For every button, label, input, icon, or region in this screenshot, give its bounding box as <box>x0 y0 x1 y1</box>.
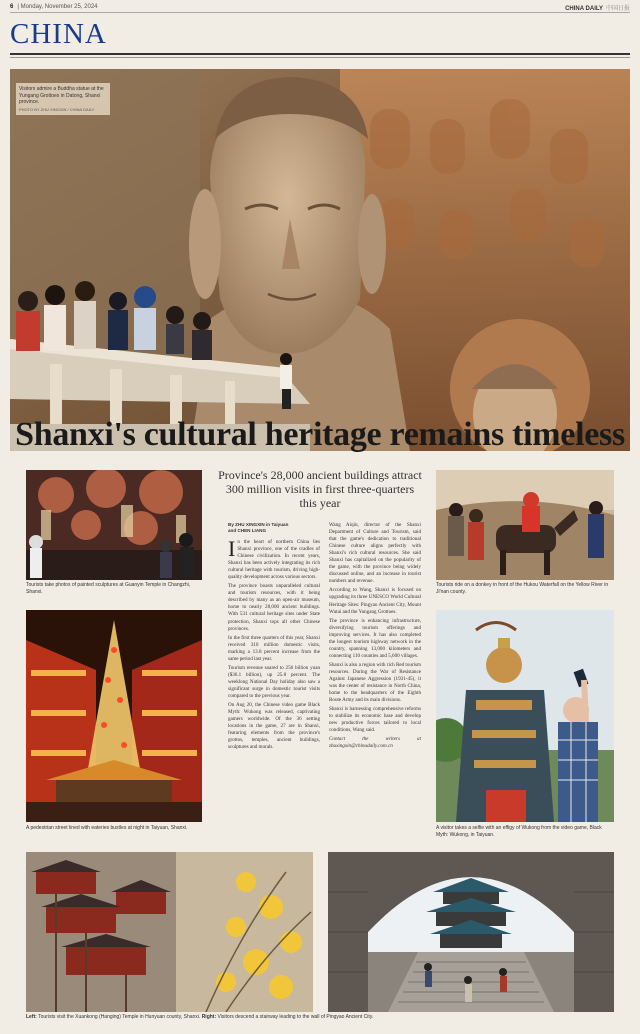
caption-donkey: Tourists ride on a donkey in front of the Hukou Waterfall on the Yellow River in Ji'nan county. <box>436 582 609 595</box>
divider <box>10 12 630 13</box>
caption-street: A pedestrian street lined with eateries bustles at night in Taiyuan, Shanxi. <box>26 825 188 831</box>
hero-caption-credit: PHOTO BY ZHU XINGXIN / CHINA DAILY <box>19 106 95 112</box>
byline-line-2: and CHEN LIANG <box>228 528 267 533</box>
hanging-temple-image <box>26 852 313 1012</box>
drop-cap: I <box>228 536 236 561</box>
article-paragraph: Shanxi is also a region with rich Red tourism resources. During the War of Resistance Against Japanese Aggression (1931-45), it was the center of resistance in North China, home to the headquarters of the Eighth Route Army and its main divisions. <box>329 661 421 704</box>
article-column-2 <box>329 522 421 751</box>
subheadline: Province's 28,000 ancient buildings attract 300 million visits in first three-quarters this year <box>218 468 422 510</box>
photo-pingyao-wall <box>328 852 614 1012</box>
photo-hukou-donkey <box>436 470 614 580</box>
pingyao-stairway-image <box>328 852 614 1012</box>
contact-line: Contact the writers at zhuxingxin@chinadaily.com.cn <box>329 736 421 750</box>
article-paragraph: On Aug 20, the Chinese video game Black Myth: Wukong was released, captivating gamers worldwide. Of the 36 setting locations in the game, 27 are in Shanxi, featuring elements from the province's grottos, temples, ancient buildings, sculptures and murals. <box>228 702 320 751</box>
hero-caption <box>16 83 110 115</box>
page-header <box>10 2 630 12</box>
article-paragraph: Tourism revenue soared to 256 billion yuan ($36.1 billion), up 25.8 percent. The weeklong National Day holiday also saw a significant surge in domestic tourist visits compared to the previous year. <box>228 664 320 699</box>
article-paragraph: In the heart of northern China lies Shanxi province, one of the cradles of Chinese civilization. In recent years, Shanxi has been actively integrating its rich cultural heritage with tourism, driving high-quality development across various sectors. <box>228 536 320 581</box>
photo-pedestrian-street <box>26 610 202 822</box>
night-street-image <box>26 610 202 822</box>
hero-caption-text: Visitors admire a Buddha statue at the Yungang Grottoes in Datong, Shanxi province. <box>19 86 104 105</box>
caption-temple: Tourists take photos of painted sculptures at Guanyin Temple in Changzhi, Shanxi. <box>26 582 191 595</box>
caption-right-text: Visitors descend a stairway leading to the wall of Pingyao Ancient City. <box>217 1014 374 1020</box>
article-column-1 <box>228 522 320 751</box>
caption-left-text: Tourists visit the Xuankong (Hanging) Temple in Hunyuan county, Shanxi. <box>38 1014 201 1020</box>
article-paragraph: According to Wang, Shanxi is focused on upgrading its three UNESCO World Cultural Heritage Sites: Pingyao Ancient City, Mount Wutai and the Yungang Grottoes. <box>329 587 421 615</box>
byline <box>228 522 320 534</box>
yungang-buddha-image <box>10 69 630 451</box>
article-paragraph: Wang Aiqin, director of the Shanxi Department of Culture and Tourism, said that the game's dedication to traditional Chinese culture aligns perfectly with Shanxi's rich cultural resources. She said Shanxi has capitalized on the popularity of the game, with the province being widely discussed online, and an increase in tourist numbers and revenue. <box>329 522 421 585</box>
hero-photo <box>10 69 630 451</box>
article-body <box>228 522 422 751</box>
masthead <box>565 3 630 12</box>
photo-wukong-effigy <box>436 610 614 822</box>
article-paragraph: The province boasts unparalleled cultural and tourism resources, with it being described by many as an open-air museum, home to nearly 28,000 ancient buildings. With 531 cultural heritage sites under State protection, Shanxi tops all other Chinese provinces. <box>228 583 320 632</box>
issue-date: | Monday, November 25, 2024 <box>17 4 98 10</box>
caption-right-label: Right: <box>201 1014 217 1020</box>
article-paragraph: In the first three quarters of this year, Shanxi received 310 million domestic visits, marking a 13.8 percent increase from the same period last year. <box>228 634 320 662</box>
divider <box>10 57 630 58</box>
byline-line-1: By ZHU XINGXIN in Taiyuan <box>228 522 289 527</box>
wukong-selfie-image <box>436 610 614 822</box>
masthead-cn: 中国日报 <box>605 5 630 12</box>
article-paragraph: Shanxi is harnessing comprehensive reforms to stabilize its economic base and develop new productive forces tailored to local conditions, Wang said. <box>329 706 421 734</box>
caption-wukong: A visitor takes a selfie with an effigy of Wukong from the video game, Black Myth: Wukong, in Taiyuan. <box>436 825 602 838</box>
caption-left-label: Left: <box>26 1014 37 1020</box>
divider <box>10 53 630 55</box>
masthead-name: CHINA DAILY <box>565 5 603 12</box>
headline: Shanxi's cultural heritage remains timeless <box>15 416 625 453</box>
photo-guanyin-temple <box>26 470 202 580</box>
section-title: CHINA <box>10 18 107 50</box>
article-paragraph: The province is enhancing infrastructure, diversifying tourism offerings and improving services. It has also completed the longest tourism highway network in the country, spanning 13,000 kilometers and connecting 110 counties and 5,600 villages. <box>329 617 421 659</box>
caption-bottom <box>26 1014 614 1021</box>
temple-sculptures-image <box>26 470 202 580</box>
page-number: 6 <box>10 4 14 10</box>
photo-hanging-temple <box>26 852 313 1012</box>
donkey-ride-image <box>436 470 614 580</box>
